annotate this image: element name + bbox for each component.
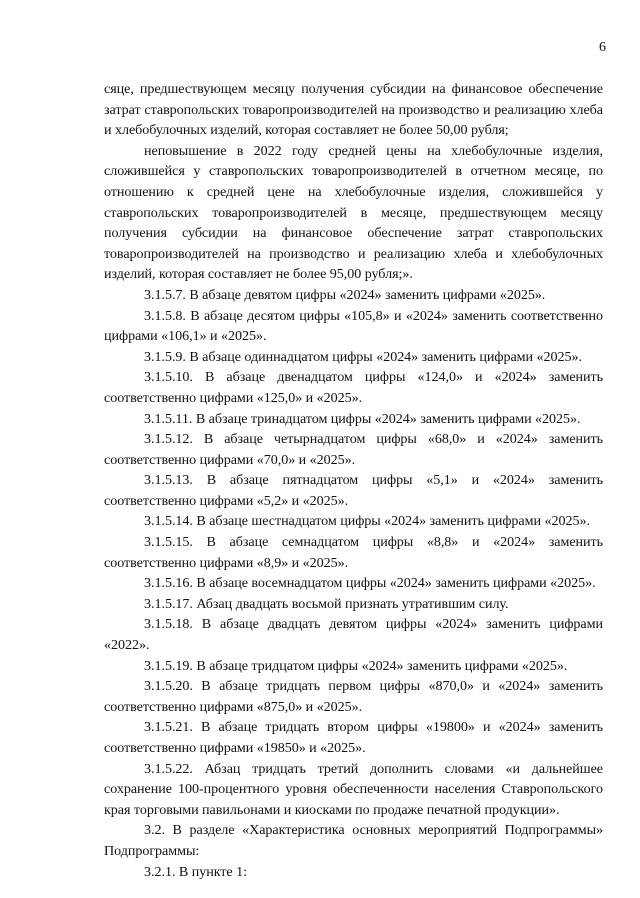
paragraph: 3.1.5.7. В абзаце девятом цифры «2024» заменить цифрами «2025». (144, 286, 546, 303)
document-body (104, 79, 603, 882)
paragraph: 3.1.5.12. В абзаце четырнадцатом цифры «68,0» и «2024» заменить соответственно цифрами «70,0» и «2025». (104, 431, 603, 468)
paragraph: 3.2.1. В пункте 1: (144, 863, 247, 880)
paragraph: 3.1.5.10. В абзаце двенадцатом цифры «124,0» и «2024» заменить соответственно цифрами «125,0» и «2025». (104, 369, 603, 406)
paragraph: 3.1.5.21. В абзаце тридцать втором цифры «19800» и «2024» заменить соответственно цифрами «19850» и «2025». (104, 719, 603, 756)
paragraph: неповышение в 2022 году средней цены на хлебобулочные изделия, сложившейся у ставропольских товаропроизводителей в отчетном месяце, по отношению к средней цене на хлебобулочные изделия, сложившейся у ставропольских товаропроизводителей в месяце, предшествующем месяцу получения субсидии на финансовое обеспечение затрат ставропольских товаропроизводителей на производство и реализацию хлеба и хлебобулочных изделий, которая составляет не более 95,00 рубля;». (104, 142, 603, 283)
paragraph: 3.2. В разделе «Характеристика основных мероприятий Подпрограммы» Подпрограммы: (104, 822, 603, 859)
paragraph: сяце, предшествующем месяцу получения субсидии на финансовое обеспечение затрат ставропольских товаропроизводителей на производство и реализацию хлеба и хлебобулочных изделий, которая составляет не более 50,00 рубля; (104, 81, 603, 139)
paragraph: 3.1.5.17. Абзац двадцать восьмой признать утратившим силу. (144, 595, 509, 612)
paragraph: 3.1.5.22. Абзац тридцать третий дополнить словами «и дальнейшее сохранение 100-процентного уровня обеспеченности населения Ставропольского края торговыми павильонами и киосками по продаже печатной продукции». (104, 760, 603, 818)
paragraph: 3.1.5.16. В абзаце восемнадцатом цифры «2024» заменить цифрами «2025». (144, 575, 596, 592)
paragraph: 3.1.5.20. В абзаце тридцать первом цифры «870,0» и «2024» заменить соответственно цифрами «875,0» и «2025». (104, 678, 603, 715)
paragraph: 3.1.5.9. В абзаце одиннадцатом цифры «2024» заменить цифрами «2025». (144, 348, 582, 365)
paragraph: 3.1.5.14. В абзаце шестнадцатом цифры «2024» заменить цифрами «2025». (144, 513, 590, 530)
paragraph: 3.1.5.8. В абзаце десятом цифры «105,8» и «2024» заменить соответственно цифрами «106,1» и «2025». (104, 307, 603, 345)
paragraph: 3.1.5.13. В абзаце пятнадцатом цифры «5,1» и «2024» заменить соответственно цифрами «5,2» и «2025». (104, 472, 603, 509)
paragraph: 3.1.5.11. В абзаце тринадцатом цифры «2024» заменить цифрами «2025». (144, 410, 581, 427)
paragraph: 3.1.5.15. В абзаце семнадцатом цифры «8,8» и «2024» заменить соответственно цифрами «8,9» и «2025». (104, 534, 603, 571)
paragraph: 3.1.5.18. В абзаце двадцать девятом цифры «2024» заменить цифрами «2022». (104, 616, 603, 654)
paragraph: 3.1.5.19. В абзаце тридцатом цифры «2024» заменить цифрами «2025». (144, 657, 568, 674)
page-number: 6 (599, 40, 606, 55)
